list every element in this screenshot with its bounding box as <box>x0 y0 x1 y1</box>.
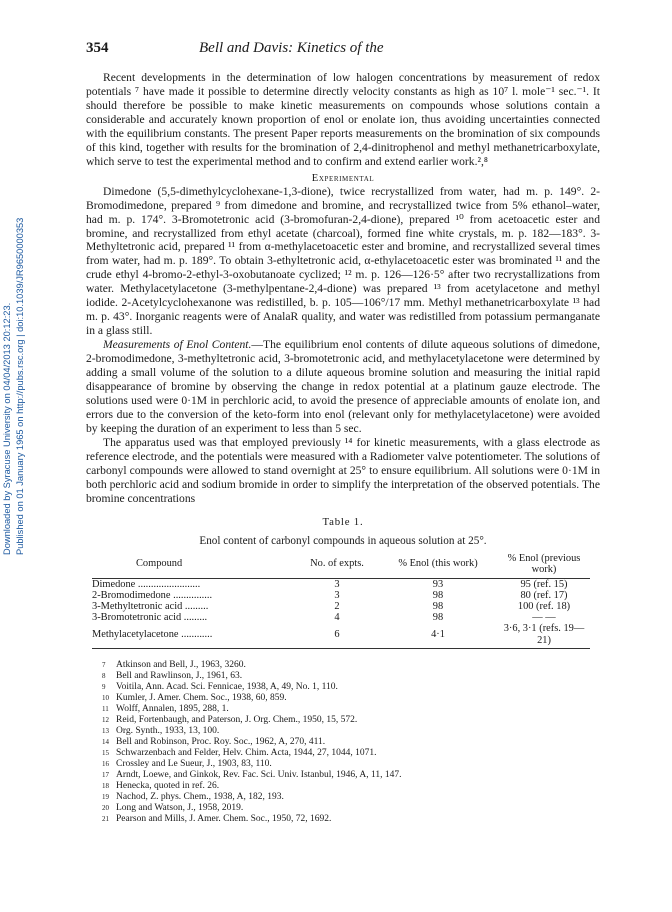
footnote-item <box>102 704 600 715</box>
footnote-item <box>102 759 600 770</box>
download-notice[interactable]: Downloaded by Syracuse University on 04/04/2013 20:12:23. <box>2 302 12 555</box>
cell-expts: 3 <box>334 578 340 590</box>
cell-expts: 6 <box>296 623 378 648</box>
footnote-item <box>102 748 600 759</box>
footnote-text: Arndt, Loewe, and Ginkok, Rev. Fac. Sci. Univ. Istanbul, 1946, A, 11, 147. <box>116 769 402 780</box>
footnote-text: Org. Synth., 1933, 13, 100. <box>116 725 220 736</box>
footnote-number: 14 <box>102 737 109 746</box>
enol-paragraph <box>86 338 600 436</box>
footnote-item <box>102 660 600 671</box>
table-row <box>92 601 590 612</box>
cell-compound: 3-Methyltetronic acid ......... <box>92 601 209 612</box>
cell-compound: Methylacetylacetone ............ <box>92 623 296 648</box>
footnote-item <box>102 737 600 748</box>
materials-paragraph: Dimedone (5,5-dimethylcyclohexane-1,3-dione), twice recrystallized from water, had m. p. 149°. 2-Bromodimedone, prepared ⁹ from dimedone and bromine, and recrystallized twice from 5% ethanol–water, had m. p. 174°. 3-Bromotetronic acid (3-bromofuran-2,4-dione), prepared ¹⁰ from acetoacetic ester and bromine, and recrystallized from ethyl acetate (charcoal), formed fine white crystals, m. p. 182—183°. 3-Methyltetronic acid, prepared ¹¹ from α-methylacetoacetic ester and bromine, and recrystallized several times from water, had m. p. 189°. To obtain 3-ethyltetronic acid, α-ethylacetoacetic ester was brominated ¹¹ and the crude ethyl 4-bromo-2-ethyl-3-oxobutanoate cyclized; ¹² m. p. 126—126·5° after two recrystallizations from water. Methylacetylacetone (3-methylpentane-2,4-dione) was prepared ¹³ from acetylacetone and methyl iodide. 2-Acetylcyclohexanone was redistilled, b. p. 105—106°/17 mm. Methyl methanetricarboxylate ¹³ had m. p. 43°. Inorganic reagents were of AnalaR quality, and water was redistilled from potassium permanganate in a glass still. <box>86 184 600 338</box>
footnote-number: 21 <box>102 814 109 823</box>
footnote-text: Reid, Fortenbaugh, and Paterson, J. Org. Chem., 1950, 15, 572. <box>116 714 358 725</box>
footnote-item <box>102 693 600 704</box>
cell-expts: 4 <box>334 612 340 624</box>
cell-expts: 3 <box>334 589 340 601</box>
enol-content-table <box>92 552 590 649</box>
cell-compound: Dimedone ........................ <box>92 578 201 590</box>
footnote-number: 7 <box>102 660 106 669</box>
footnote-item <box>102 671 600 682</box>
footnote-item <box>102 792 600 803</box>
cell-compound: 2-Bromodimedone ............... <box>92 589 213 601</box>
footnote-number: 11 <box>102 704 109 713</box>
footnote-text: Schwarzenbach and Felder, Helv. Chim. Acta, 1944, 27, 1044, 1071. <box>116 747 377 758</box>
footnote-number: 17 <box>102 770 109 779</box>
cell-enol-previous: — — <box>532 612 556 624</box>
cell-enol-this: 93 <box>432 578 444 590</box>
footnote-number: 13 <box>102 726 109 735</box>
table-caption: Enol content of carbonyl compounds in aqueous solution at 25°. <box>199 534 487 547</box>
page-header <box>86 40 600 57</box>
footnote-text: Bell and Robinson, Proc. Roy. Soc., 1962, A, 270, 411. <box>116 736 326 747</box>
cell-enol-this: 98 <box>432 601 444 612</box>
footnote-number: 9 <box>102 682 106 691</box>
table-row <box>92 612 590 623</box>
table-label: Table 1. <box>322 515 364 528</box>
footnote-text: Wolff, Annalen, 1895, 288, 1. <box>116 703 229 714</box>
provenance-sidebar <box>2 175 30 555</box>
cell-enol-this: 98 <box>432 589 444 601</box>
footnote-text: Henecka, quoted in ref. 26. <box>116 780 220 791</box>
footnote-number: 20 <box>102 803 109 812</box>
col-expts: No. of expts. <box>296 552 378 579</box>
footnote-text: Nachod, Z. phys. Chem., 1938, A, 182, 193. <box>116 791 284 802</box>
footnote-references <box>86 660 600 825</box>
cell-expts: 2 <box>334 601 340 612</box>
col-enol-previous: % Enol (previous work) <box>498 552 590 579</box>
footnote-item <box>102 814 600 825</box>
apparatus-paragraph: The apparatus used was that employed previously ¹⁴ for kinetic measurements, with a glass electrode as reference electrode, and the potentials were measured with a Radiometer valve potentiometer. The solutions of carbonyl compounds were allowed to stand overnight at 25° to ensure equilibrium. All solutions were 0·1M in both perchloric acid and sodium bromide in order to simplify the interpretation of the observed potentials. The bromine concentrations <box>86 435 600 505</box>
footnote-number: 12 <box>102 715 109 724</box>
cell-compound: 3-Bromotetronic acid ......... <box>92 612 208 624</box>
footnote-text: Kumler, J. Amer. Chem. Soc., 1938, 60, 859. <box>116 692 287 703</box>
footnote-text: Voitila, Ann. Acad. Sci. Fennicae, 1938, A, 49, No. 1, 110. <box>116 681 338 692</box>
footnote-number: 16 <box>102 759 109 768</box>
footnote-number: 18 <box>102 781 109 790</box>
table-row <box>92 590 590 601</box>
col-enol-this: % Enol (this work) <box>378 552 498 579</box>
cell-enol-this: 4·1 <box>378 623 498 648</box>
footnote-item <box>102 715 600 726</box>
enol-subheading: Measurements of Enol Content. <box>103 338 252 352</box>
intro-paragraph: Recent developments in the determination of low halogen concentrations by measurement of redox potentials ⁷ have made it possible to determine directly velocity constants as high as 10⁷ l. mole⁻¹ sec.⁻¹. It should therefore be possible to make kinetic measurements on compounds whose solutions contain a considerable and accurately known proportion of enol or enolate ion, thus avoiding uncertainties connected with the equilibrium constants. The present Paper reports measurements on the bromination of six compounds of this kind, together with results for the bromination of 2,4-dinitrophenol and methyl methanetricarboxylate, which serve to test the experimental method and to confirm and extend earlier work.²,⁸ <box>86 71 600 168</box>
cell-enol-previous: 100 (ref. 18) <box>517 601 571 612</box>
footnote-item <box>102 781 600 792</box>
cell-enol-previous: 3·6, 3·1 (refs. 19—21) <box>498 623 590 648</box>
footnote-text: Bell and Rawlinson, J., 1961, 63. <box>116 670 243 681</box>
cell-enol-this: 98 <box>432 612 444 624</box>
table-row <box>92 578 590 590</box>
section-heading-experimental: Experimental <box>311 172 375 184</box>
table-row <box>92 623 590 648</box>
footnote-item <box>102 803 600 814</box>
footnote-number: 15 <box>102 748 109 757</box>
cell-enol-previous: 80 (ref. 17) <box>520 589 568 601</box>
footnote-text: Atkinson and Bell, J., 1963, 3260. <box>116 659 246 670</box>
footnote-text: Pearson and Mills, J. Amer. Chem. Soc., 1950, 72, 1692. <box>116 813 332 824</box>
footnote-item <box>102 682 600 693</box>
footnote-text: Long and Watson, J., 1958, 2019. <box>116 802 244 813</box>
footnote-number: 8 <box>102 671 106 680</box>
running-title: Bell and Davis: Kinetics of the <box>199 40 384 56</box>
enol-text: —The equilibrium enol contents of dilute aqueous solutions of dimedone, 2-bromodimedone, 3-methyltetronic acid, 3-bromotetronic acid, and methylacetylacetone were determined by adding a small volume of the solution to a dilute aqueous bromine solution and measuring the initial rapid disappearance of bromine by observing the change in redox potential at a platinum gauze electrode. The solutions used were 0·1M in perchloric acid, to avoid the presence of appreciable amounts of enolate ion, and errors due to the conversion of the keto-form into enol (relevant only for methylacetylacetone) were avoided by keeping the duration of an experiment to less than 5 sec. <box>86 338 600 435</box>
footnote-number: 19 <box>102 792 109 801</box>
table-header-row <box>92 552 590 579</box>
page-body <box>86 40 600 825</box>
footnote-number: 10 <box>102 693 109 702</box>
publication-notice[interactable]: Published on 01 January 1965 on http://pubs.rsc.org | doi:10.1039/JR9650000353 <box>15 217 25 555</box>
page-number: 354 <box>86 40 109 56</box>
col-compound: Compound <box>92 552 296 579</box>
footnote-item <box>102 726 600 737</box>
footnote-item <box>102 770 600 781</box>
cell-enol-previous: 95 (ref. 15) <box>520 578 568 590</box>
footnote-text: Crossley and Le Sueur, J., 1903, 83, 110. <box>116 758 272 769</box>
